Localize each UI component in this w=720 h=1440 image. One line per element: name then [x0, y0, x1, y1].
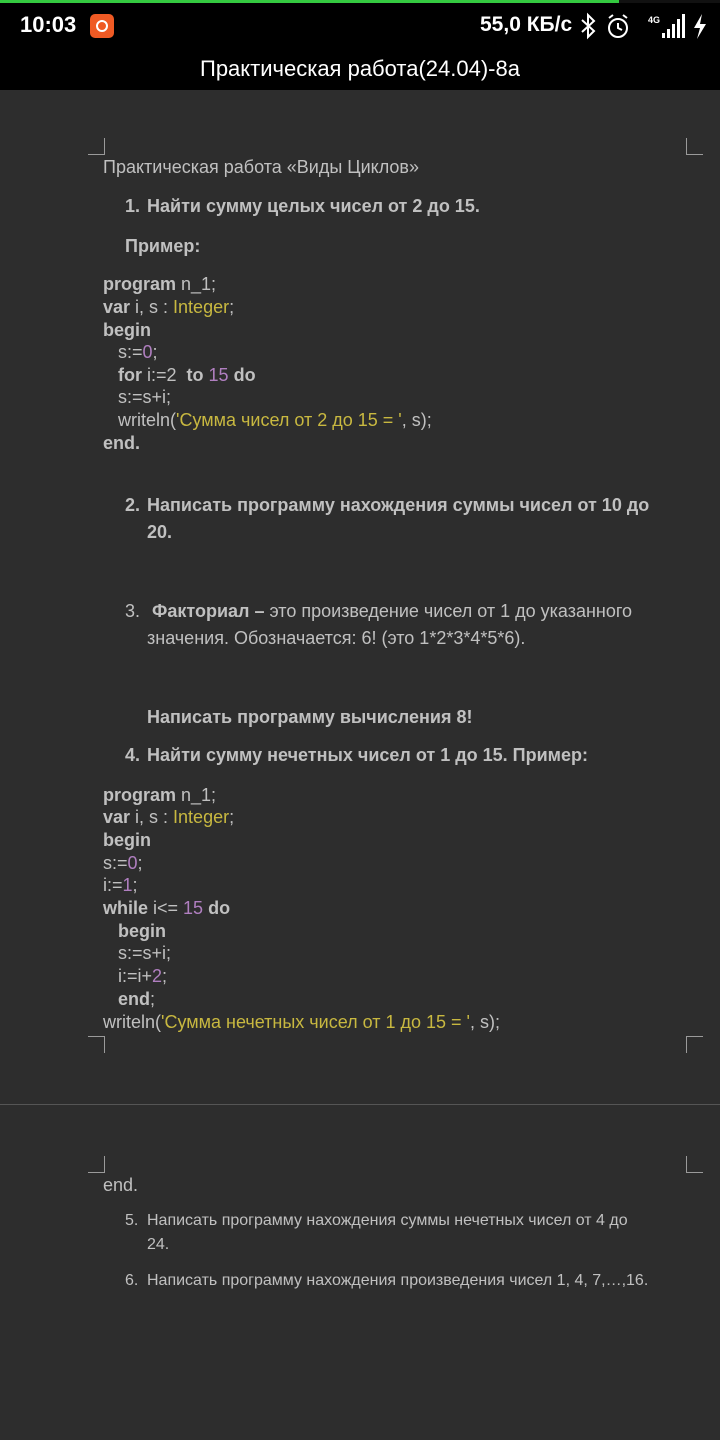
code2-line-2 [103, 807, 234, 828]
page-corner-mark [88, 138, 105, 155]
code-text: i, s : [130, 297, 174, 317]
code2-line-11 [103, 1012, 500, 1033]
task-5-text-line-1: Написать программу нахождения суммы нечетных чисел от 4 до [147, 1212, 628, 1229]
page-corner-mark [686, 138, 703, 155]
task-3-subtask: Написать программу вычисления 8! [147, 707, 473, 727]
task-5-number: 5. [125, 1212, 139, 1229]
task-4-number: 4. [125, 745, 141, 765]
page-corner-mark [88, 1156, 105, 1173]
code2-line-5 [103, 875, 138, 896]
code-keyword: var [103, 807, 131, 827]
code-number: 0 [142, 342, 153, 362]
code-text: ; [132, 875, 138, 895]
code2-line-6 [103, 898, 230, 919]
code-keyword: for [118, 365, 142, 385]
task-1-text: Найти сумму целых чисел от 2 до 15. [147, 196, 480, 216]
code2-line-4 [103, 853, 143, 874]
status-icons [578, 9, 718, 43]
code-text: , s); [470, 1012, 500, 1032]
code1-line-2 [103, 297, 234, 318]
code-text: i:=i+ [118, 966, 153, 986]
code-number: 0 [127, 853, 138, 873]
task-6-text: Написать программу нахождения произведения чисел 1, 4, 7,…,16. [147, 1272, 649, 1289]
code2-line-8: s:=s+i; [118, 943, 172, 963]
code-number: 15 [183, 898, 204, 918]
signal-icon [662, 14, 685, 38]
code2-line-10 [118, 989, 155, 1010]
task-3-term: Факториал – [152, 601, 265, 621]
code-string: 'Сумма нечетных чисел от 1 до 15 = ' [161, 1012, 470, 1032]
task-2-text-line-2: 20. [147, 522, 173, 542]
code-text: s:= [103, 853, 128, 873]
code-text: ; [229, 297, 235, 317]
alarm-icon [609, 15, 627, 37]
code-string: 'Сумма чисел от 2 до 15 = ' [176, 410, 402, 430]
code1-line-6: s:=s+i; [118, 387, 172, 407]
code-text: ; [162, 966, 168, 986]
task-5-text-line-2: 24. [147, 1236, 170, 1253]
task-2-number: 2. [125, 495, 141, 515]
code-keyword: do [208, 898, 231, 918]
code-text: ; [137, 853, 143, 873]
code-text: writeln( [103, 1012, 162, 1032]
task-2-text-line-1: Написать программу нахождения суммы чисел от 10 до [147, 495, 650, 515]
task-3-definition: это произведение чисел от 1 до указанного [264, 601, 633, 621]
code-keyword: program [103, 274, 177, 294]
code-type: Integer [173, 807, 230, 827]
code-number: 1 [122, 875, 133, 895]
task-3-number: 3. [125, 601, 141, 621]
task-1-number: 1. [125, 196, 141, 216]
code-keyword: var [103, 297, 131, 317]
task-6-number: 6. [125, 1272, 139, 1289]
status-bar [0, 3, 720, 47]
code-keyword: program [103, 785, 177, 805]
code-text: n_1; [176, 274, 217, 294]
status-time: 10:03 [20, 12, 77, 37]
page-corner-mark [686, 1156, 703, 1173]
code-text: , s); [401, 410, 432, 430]
network-speed: 55,0 КБ/с [480, 13, 573, 36]
document-heading: Практическая работа «Виды Циклов» [103, 157, 420, 177]
page-corner-mark [686, 1036, 703, 1053]
task-4-text: Найти сумму нечетных чисел от 1 до 15. Пример: [147, 745, 588, 765]
app-notification-icon [90, 14, 114, 38]
code1-line-7 [118, 410, 432, 431]
code2-line-7: begin [118, 921, 166, 941]
code-type: Integer [173, 297, 230, 317]
code1-line-4 [118, 342, 158, 363]
code-keyword: to [186, 365, 204, 385]
network-type-label: 4G [648, 15, 661, 25]
document-title: Практическая работа(24.04)-8а [200, 56, 520, 81]
code1-line-1 [103, 274, 216, 295]
code-keyword: while [103, 898, 149, 918]
code-text: i:=2 [142, 365, 187, 385]
code-text: n_1; [176, 785, 217, 805]
code2-line-3: begin [103, 830, 151, 850]
code1-line-3: begin [103, 320, 151, 340]
bluetooth-icon [582, 15, 594, 37]
code-keyword: end [118, 989, 151, 1009]
example-label: Пример: [125, 236, 201, 256]
code-text: writeln( [118, 410, 177, 430]
page2-end-keyword: end. [103, 1175, 139, 1195]
code2-line-9 [118, 966, 167, 987]
code-text: ; [150, 989, 156, 1009]
document-title-bar [0, 47, 720, 90]
code-text: ; [229, 807, 235, 827]
code-text: i<= [148, 898, 184, 918]
code-text: s:= [118, 342, 143, 362]
task-3-text-line-1 [152, 601, 632, 622]
charging-icon [694, 14, 706, 39]
page-break-divider [0, 1104, 720, 1105]
code-keyword: do [233, 365, 256, 385]
code-text: i, s : [130, 807, 174, 827]
code2-line-1 [103, 785, 216, 806]
code-number: 15 [208, 365, 229, 385]
page-corner-mark [88, 1036, 105, 1053]
code1-line-5 [118, 365, 256, 386]
code-text: i:= [103, 875, 123, 895]
code1-line-8: end. [103, 433, 141, 453]
task-3-text-line-2: значения. Обозначается: 6! (это 1*2*3*4*5*6). [147, 628, 526, 648]
code-text: ; [152, 342, 158, 362]
code-number: 2 [152, 966, 163, 986]
